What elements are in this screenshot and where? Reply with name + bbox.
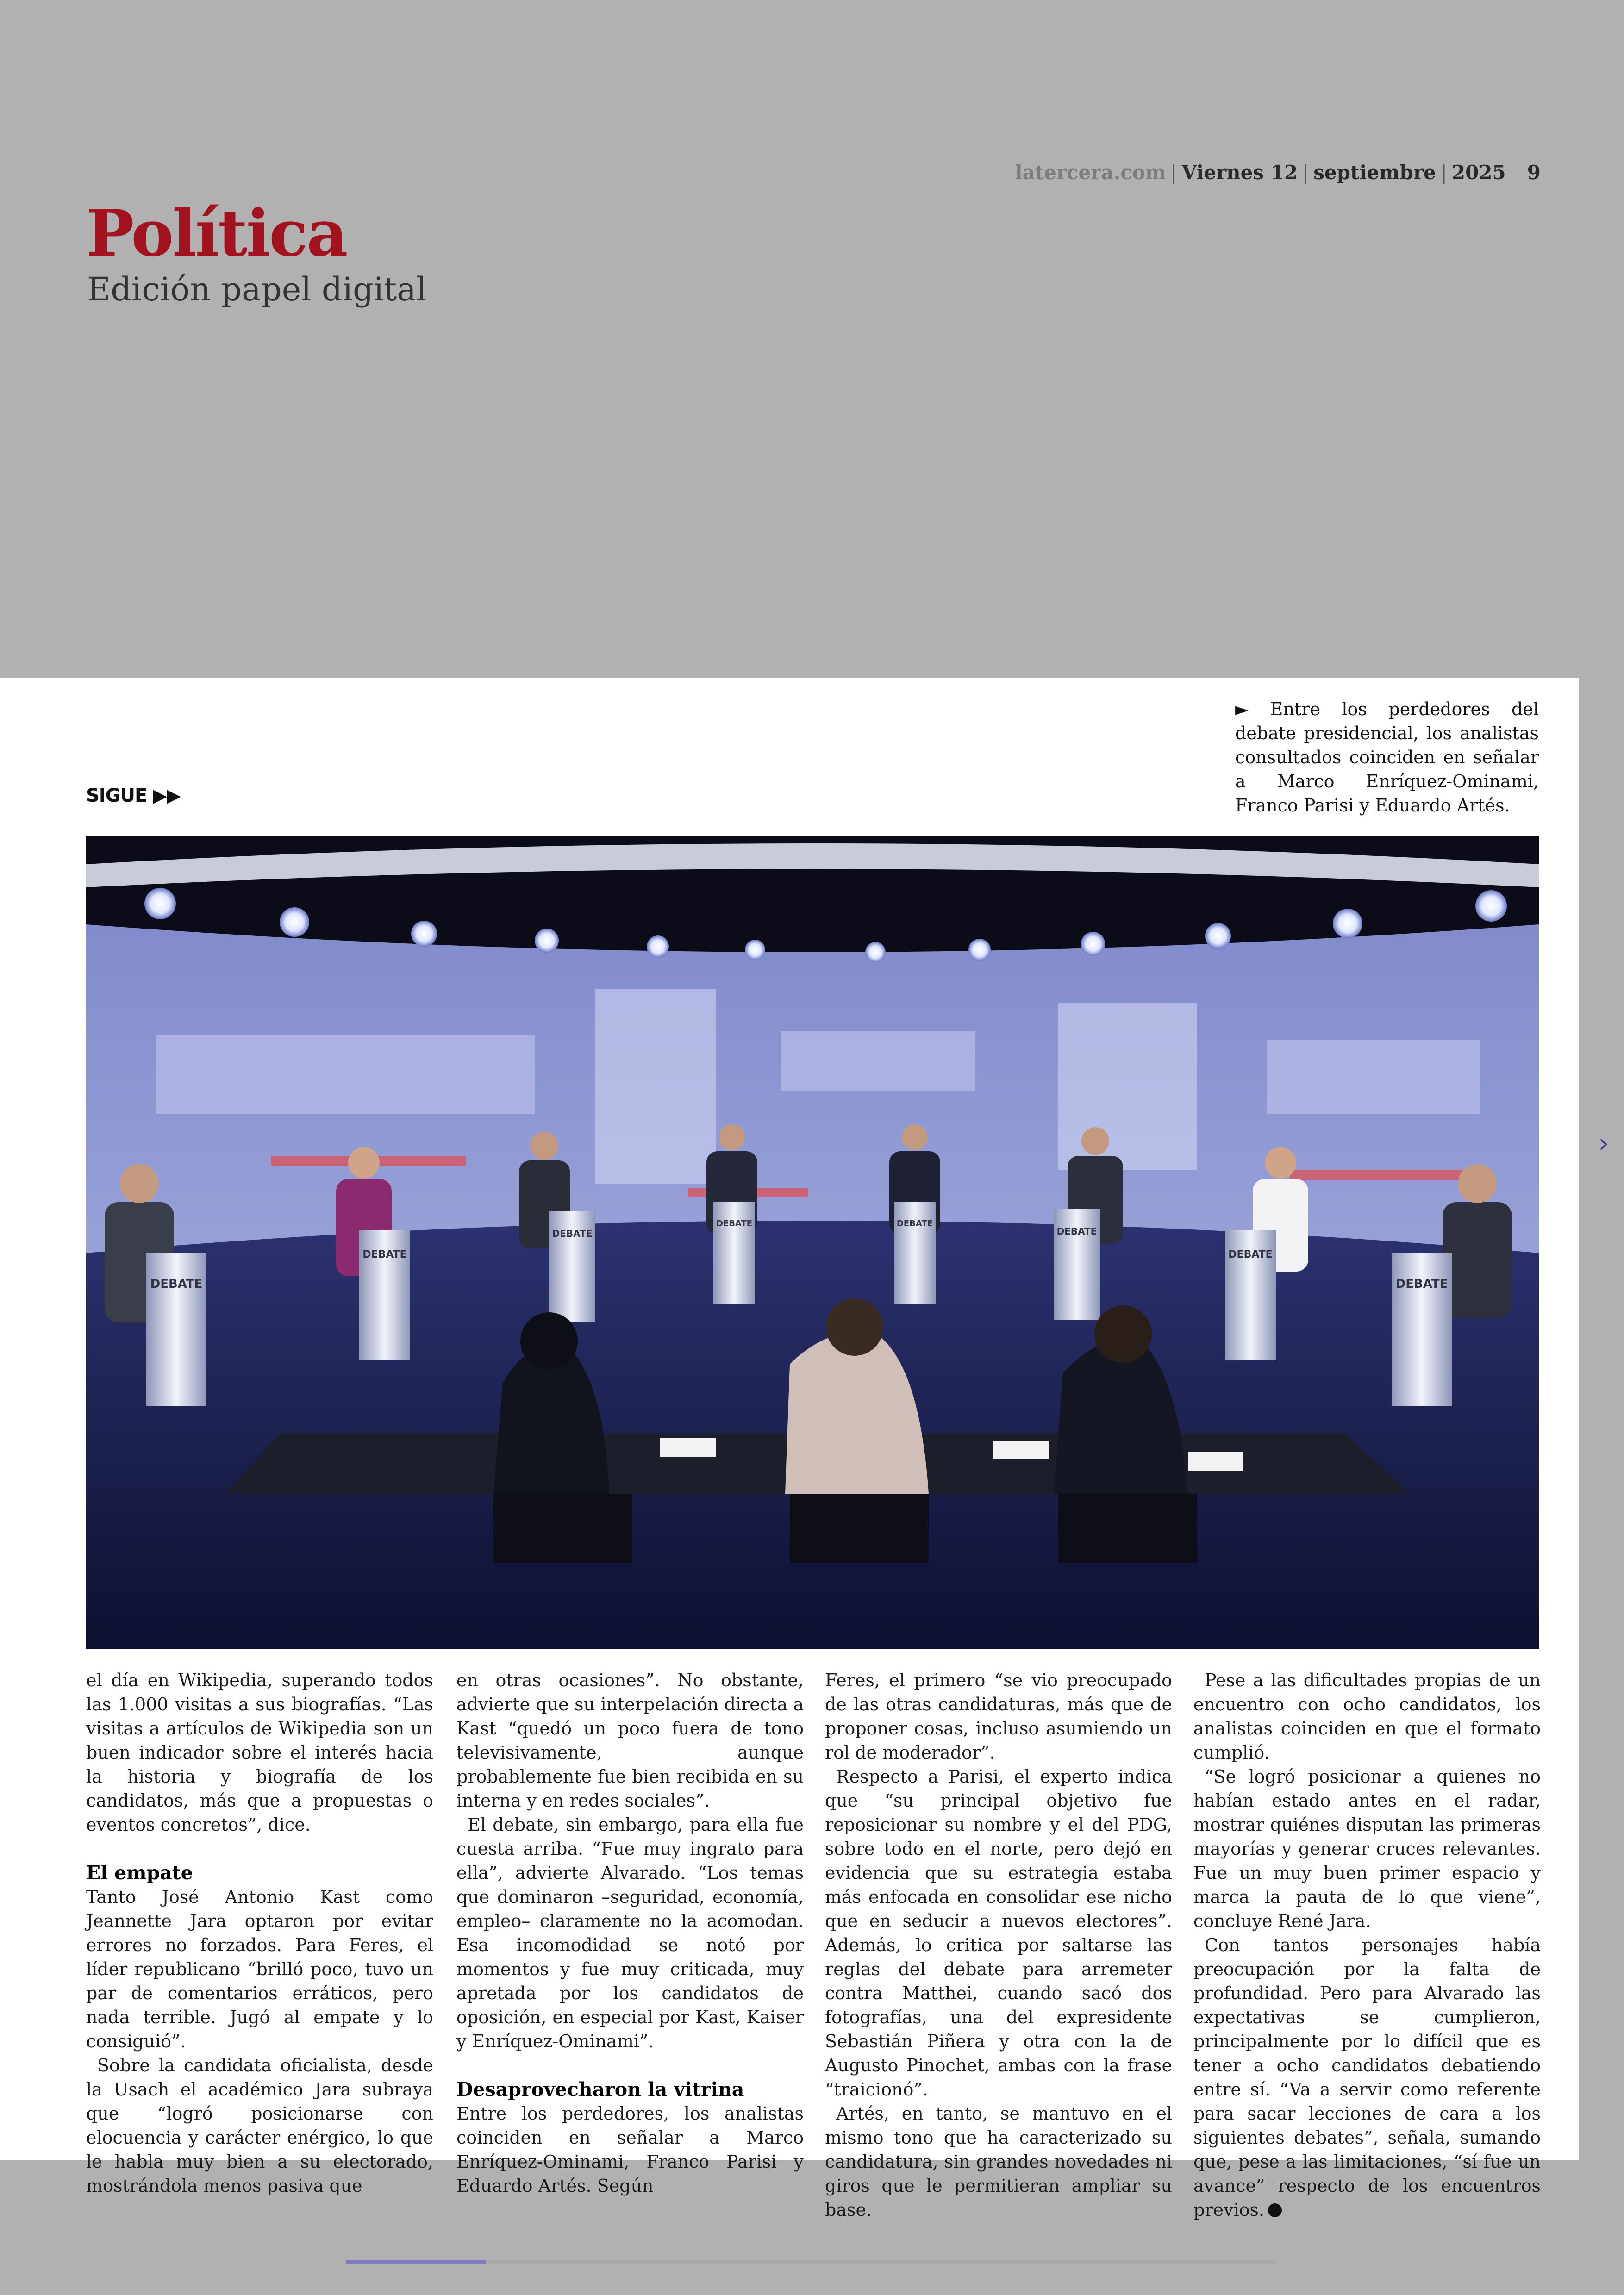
photo-caption: ► Entre los perdedores del debate presidencial, los analistas consultados coinciden en señalar a Marco Enríquez-Ominami, Franco Parisi y Eduardo Artés. [1235,699,1539,816]
paragraph: “Se logró posicionar a quienes no habían estado antes en el radar, mostrar quiénes disputan las primeras mayorías y generar cruces relevantes. Fue un muy buen primer espacio y marca la pauta de lo que viene”, concluye René Jara. [1193,1766,1541,1931]
section-subtitle: Edición papel digital [87,270,427,308]
paragraph: El debate, sin embargo, para ella fue cuesta arriba. “Fue muy ingrato para ella”, advierte Alvarado. “Los temas que dominaron –seguridad, economía, empleo– claramente no la acomodan. Esa incomodidad se notó por momentos y fue muy criticada, muy apretada por los candidatos de oposición, en especial por Kast, Kaiser y Enríquez-Ominami”. [456,1815,804,2052]
reading-progress-bar[interactable] [346,2260,1277,2264]
podium-label: DEBATE [362,1249,407,1260]
paragraph: Pese a las dificultades propias de un encuentro con ocho candidatos, los analistas coinciden en que el formato cumplió. [1193,1670,1541,1763]
paragraph: en otras ocasiones”. No obstante, advierte que su interpelación directa a Kast “quedó un poco fuera de tono televisivamente, aunque probablemente fue bien recibida en su interna y en redes sociales”. [456,1670,804,1811]
article-column-4 [1193,1668,1541,2222]
debate-photo [86,836,1539,1649]
section-title: Política [86,195,347,271]
header-day: Viernes 12 [1181,161,1298,184]
newspaper-page [0,678,1579,2220]
page-header: latercera.com | Viernes 12 | septiembre | 2025 9 [1015,161,1541,184]
page-number: 9 [1527,161,1541,184]
podium-label: DEBATE [552,1228,593,1239]
paragraph: Sobre la candidata oficialista, desde la Usach el académico Jara subraya que “logró posicionarse con elocuencia y carácter enérgico, lo que le habla muy bien a su electorado, mostrándola menos pasiva que [86,2055,433,2196]
podium-label: DEBATE [896,1219,933,1229]
subheading-el-empate: El empate [86,1862,193,1884]
paragraph: Feres, el primero “se vio preocupado de las otras candidaturas, más que de proponer cosas, incluso asumiendo un rol de moderador”. [825,1670,1172,1763]
paragraph: Tanto José Antonio Kast como Jeannette Jara optaron por evitar errores no forzados. Para Feres, el líder republicano “brilló poco, tuvo un par de comentarios erráticos, pero nada terrible. Jugó al empate y lo consiguió”. [86,1887,433,2052]
header-year: 2025 [1451,161,1506,184]
podium-label: DEBATE [1395,1277,1448,1291]
paragraph: Artés, en tanto, se mantuvo en el mismo tono que ha caracterizado su candidatura, sin grandes novedades ni giros que le permitieran ampliar su base. [825,2103,1172,2220]
podium-label: DEBATE [1056,1226,1097,1237]
podium-label: DEBATE [150,1277,203,1291]
article-column-2 [456,1668,804,2198]
subheading-desaprovecharon: Desaprovecharon la vitrina [456,2078,744,2101]
next-page-arrow-icon[interactable]: › [1598,1127,1609,1160]
podium-label: DEBATE [716,1219,753,1229]
article-column-3 [825,1668,1172,2222]
article-column-1 [86,1668,433,2198]
end-of-article-icon [1268,2203,1282,2217]
reading-progress-fill [346,2260,486,2264]
header-month: septiembre [1313,161,1436,184]
paragraph [1193,1933,1541,2222]
paragraph: el día en Wikipedia, superando todos las 1.000 visitas a sus biografías. “Las visitas a artículos de Wikipedia son un buen indicador sobre el interés hacia la historia y biografía de los candidatos, más que a propuestas o eventos concretos”, dice. [86,1670,433,1835]
podium-label: DEBATE [1228,1249,1273,1260]
paragraph: Entre los perdedores, los analistas coinciden en señalar a Marco Enríquez-Ominami, Franco Parisi y Eduardo Artés. Según [456,2103,804,2196]
paragraph-text: Con tantos personajes había preocupación por la falta de profundidad. Pero para Alvarado las expectativas se cumplieron, principalmente por lo difícil que es tener a ocho candidatos debatiendo entre sí. “Va a servir como referente para sacar lecciones de cara a los siguientes debates”, señala, sumando que, pese a las limitaciones, “sí fue un avance” respecto de los encuentros previos. [1193,1935,1541,2220]
paragraph: Respecto a Parisi, el experto indica que “su principal objetivo fue reposicionar su nombre y el del PDG, sobre todo en el norte, pero dejó en evidencia que su estrategia estaba más enfocada en consolidar ese nicho que en seducir a nuevos electores”. Además, lo critica por saltarse las reglas del debate para arremeter contra Matthei, cuando sacó dos fotografías, una del expresidente Sebastián Piñera y otra con la de Augusto Pinochet, ambas con la frase “traicionó”. [825,1766,1172,2100]
site-name[interactable]: latercera.com [1015,161,1166,184]
continues-label: SIGUE ▶▶ [86,785,181,806]
